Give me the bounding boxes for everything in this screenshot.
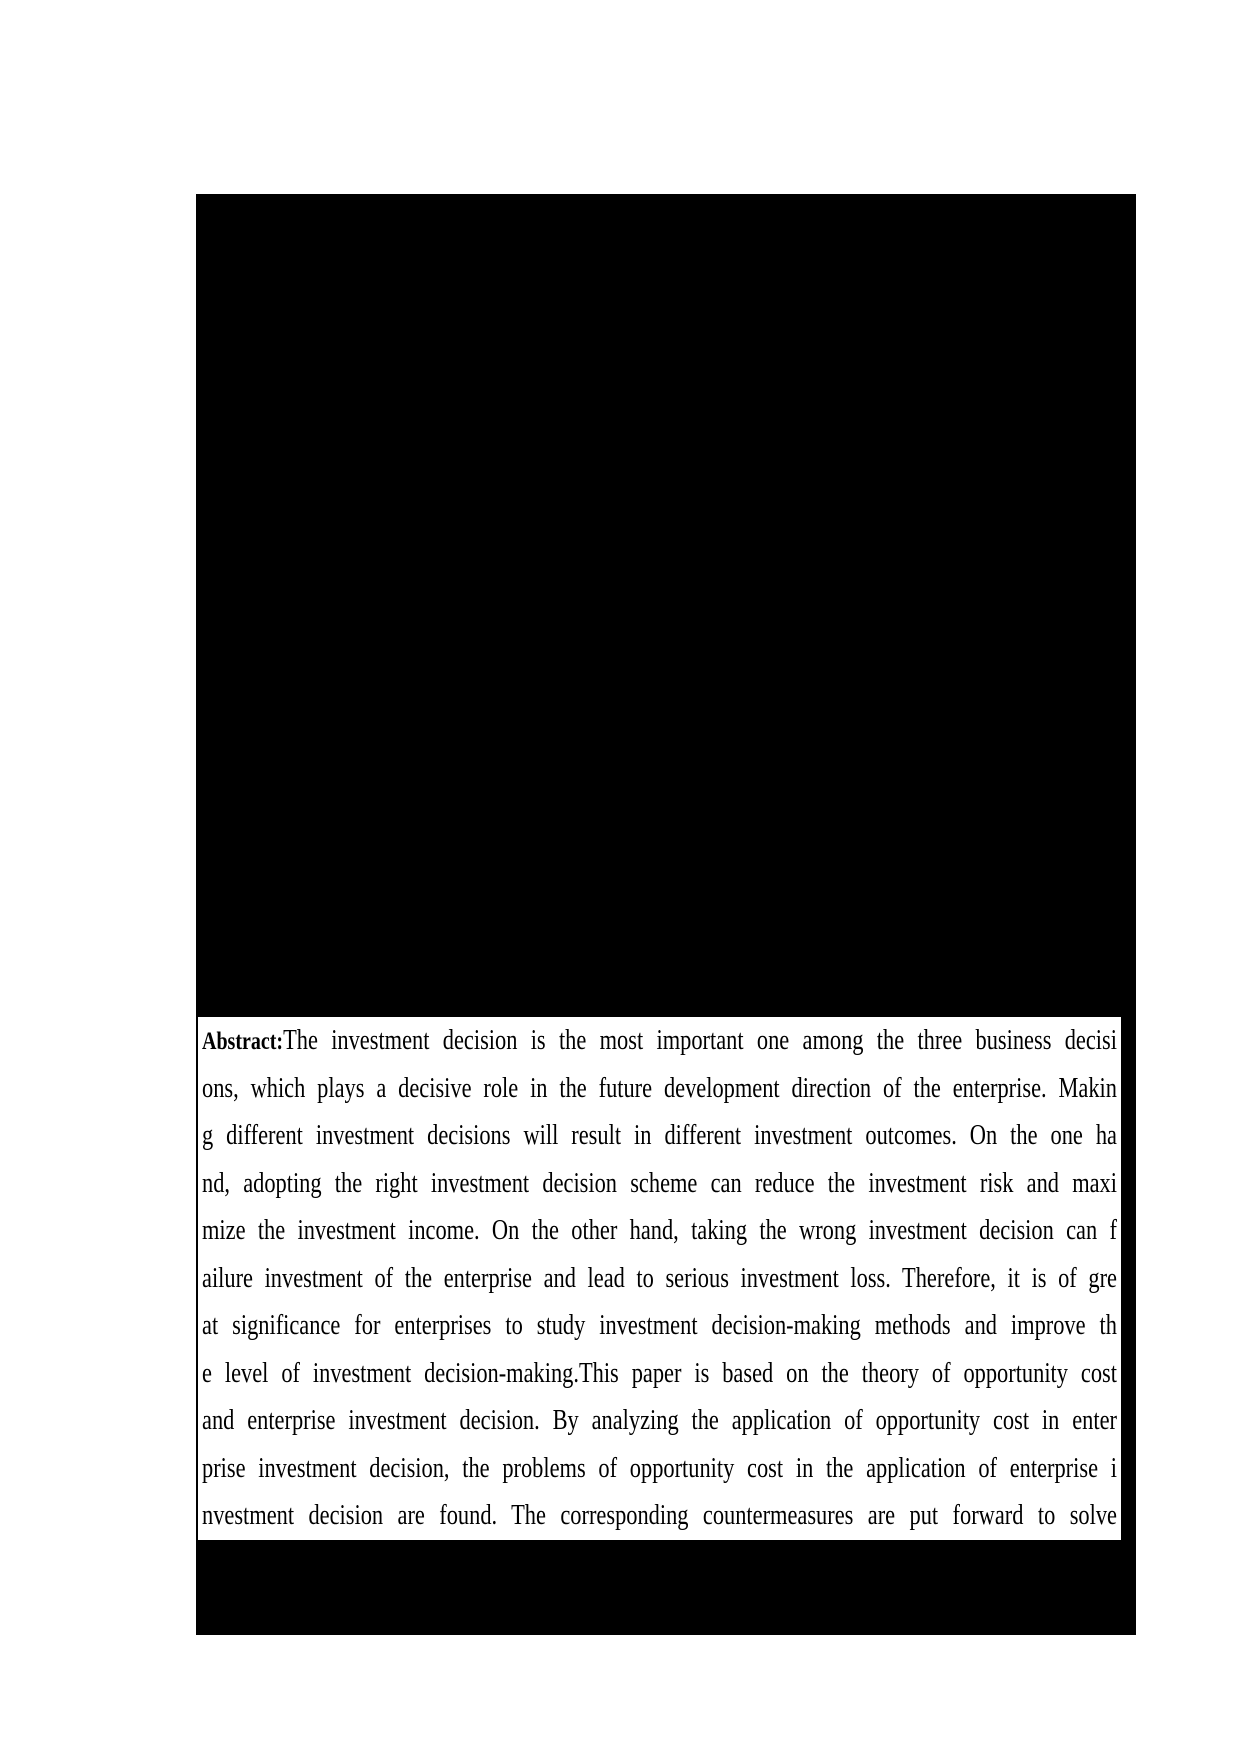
abstract-line: nvestment decision are found. The corresponding countermeasures are put forward to solve	[202, 1500, 1117, 1531]
abstract-line: at significance for enterprises to study investment decision-making methods and improve th	[202, 1310, 1117, 1341]
abstract-line: g different investment decisions will result in different investment outcomes. On the one ha	[202, 1120, 1117, 1151]
abstract-label: Abstract:	[202, 1028, 284, 1055]
abstract-line: e level of investment decision-making.This paper is based on the theory of opportunity cost	[202, 1357, 1117, 1389]
abstract-paragraph	[202, 1017, 1117, 1540]
abstract-line: ailure investment of the enterprise and lead to serious investment loss. Therefore, it is of gre	[202, 1262, 1117, 1294]
abstract-line: ons, which plays a decisive role in the future development direction of the enterprise. Makin	[202, 1072, 1117, 1104]
abstract-line: prise investment decision, the problems of opportunity cost in the application of enterprise i	[202, 1452, 1117, 1484]
abstract-line-text: The investment decision is the most important one among the three business decisi	[283, 1025, 1117, 1056]
abstract-line: nd, adopting the right investment decision scheme can reduce the investment risk and maxi	[202, 1167, 1117, 1199]
abstract-section	[198, 1017, 1121, 1540]
abstract-line: mize the investment income. On the other hand, taking the wrong investment decision can f	[202, 1215, 1117, 1246]
abstract-line: and enterprise investment decision. By analyzing the application of opportunity cost in enter	[202, 1405, 1117, 1436]
abstract-line	[202, 1017, 1117, 1065]
